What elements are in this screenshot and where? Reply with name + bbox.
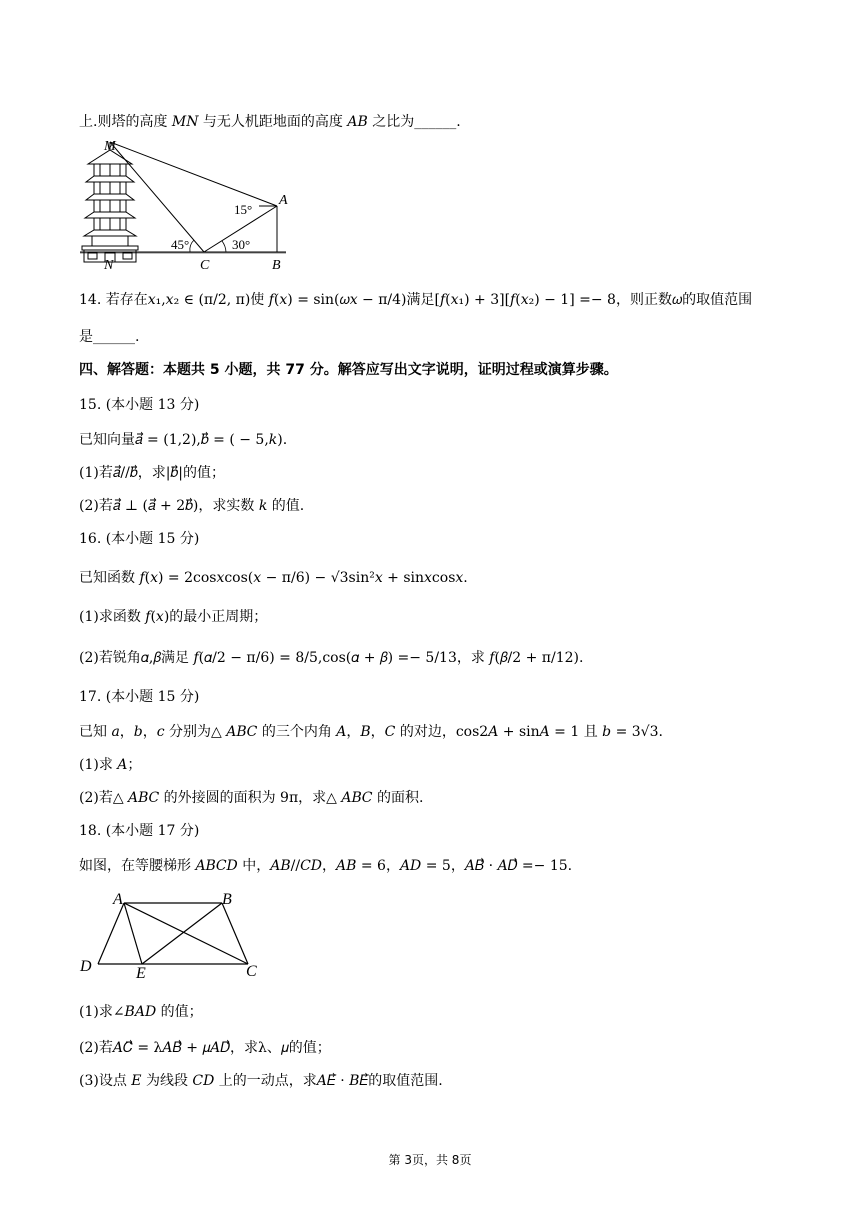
q18-stem: 如图，在等腰梯形 𝐴𝐵𝐶𝐷 中，𝐴𝐵//𝐶𝐷，𝐴𝐵 = 6，𝐴𝐷 = 5，𝐴𝐵⃗ · 𝐴𝐷⃗ =− 15. xyxy=(79,858,573,874)
q15-stem: 已知向量𝑎⃗ = (1,2),𝑏⃗ = ( − 5,𝑘). xyxy=(79,432,288,448)
section-four-heading: 四、解答题：本题共 5 小题，共 77 分。解答应写出文字说明，证明过程或演算步骤。 xyxy=(79,362,618,378)
q17-part1: (1)求 𝐴； xyxy=(79,757,142,773)
label-A: A xyxy=(279,193,288,208)
label-B: B xyxy=(272,258,281,273)
label-C: C xyxy=(246,963,257,980)
q14-text-cont: 是______. xyxy=(79,329,140,345)
q18-part1: (1)求∠𝐵𝐴𝐷 的值； xyxy=(79,1004,203,1020)
label-C: C xyxy=(200,258,210,273)
q17-heading: 17. (本小题 15 分) xyxy=(79,689,200,705)
trapezoid-figure xyxy=(78,890,268,982)
q17-part2: (2)若△ 𝐴𝐵𝐶 的外接圆的面积为 9π，求△ 𝐴𝐵𝐶 的面积. xyxy=(79,790,424,806)
angle-15: 15° xyxy=(234,202,253,217)
angle-45: 45° xyxy=(171,237,190,252)
q16-heading: 16. (本小题 15 分) xyxy=(79,531,200,547)
q15-part1: (1)若𝑎⃗//𝑏⃗，求|𝑏⃗|的值； xyxy=(79,465,225,481)
label-A: A xyxy=(113,891,123,908)
q18-part3: (3)设点 𝐸 为线段 𝐶𝐷 上的一动点，求𝐴𝐸⃗ · 𝐵𝐸⃗的取值范围. xyxy=(79,1073,443,1089)
label-E: E xyxy=(136,965,146,982)
page-footer: 第 3页，共 8页 xyxy=(388,1153,472,1167)
q13-tail-text: 上.则塔的高度 𝑀𝑁 与无人机距地面的高度 𝐴𝐵 之比为______. xyxy=(79,114,461,130)
q16-part2: (2)若锐角𝛼,𝛽满足 𝑓(𝛼/2 − π/6) = 8/5,cos(𝛼 + 𝛽) =− 5/13，求 𝑓(𝛽/2 + π/12). xyxy=(79,650,584,666)
q16-part1: (1)求函数 𝑓(𝑥)的最小正周期； xyxy=(79,609,268,625)
angle-30: 30° xyxy=(232,237,251,252)
tower-figure xyxy=(76,136,296,274)
q18-heading: 18. (本小题 17 分) xyxy=(79,823,200,839)
q16-stem: 已知函数 𝑓(𝑥) = 2cos𝑥cos(𝑥 − π/6) − √3sin²𝑥 + sin𝑥cos𝑥. xyxy=(79,570,468,586)
label-D: D xyxy=(80,958,92,975)
q15-part2: (2)若𝑎⃗ ⊥ (𝑎⃗ + 2𝑏⃗)，求实数 𝑘 的值. xyxy=(79,498,305,514)
q18-part2: (2)若𝐴𝐶⃗ = λ𝐴𝐵⃗ + 𝜇𝐴𝐷⃗，求λ、𝜇的值； xyxy=(79,1040,331,1056)
label-M: M xyxy=(104,139,116,154)
q14-text: 14. 若存在𝑥₁,𝑥₂ ∈ (π/2, π)使 𝑓(𝑥) = sin(𝜔𝑥 − π/4)满足[𝑓(𝑥₁) + 3][𝑓(𝑥₂) − 1] =− 8，则正数𝜔的取值范围 xyxy=(79,292,753,308)
q15-heading: 15. (本小题 13 分) xyxy=(79,397,200,413)
label-N: N xyxy=(104,258,114,273)
label-B: B xyxy=(222,891,232,908)
q17-stem: 已知 𝑎，𝑏，𝑐 分别为△ 𝐴𝐵𝐶 的三个内角 𝐴，𝐵，𝐶 的对边，cos2𝐴 + sin𝐴 = 1 且 𝑏 = 3√3. xyxy=(79,724,663,740)
